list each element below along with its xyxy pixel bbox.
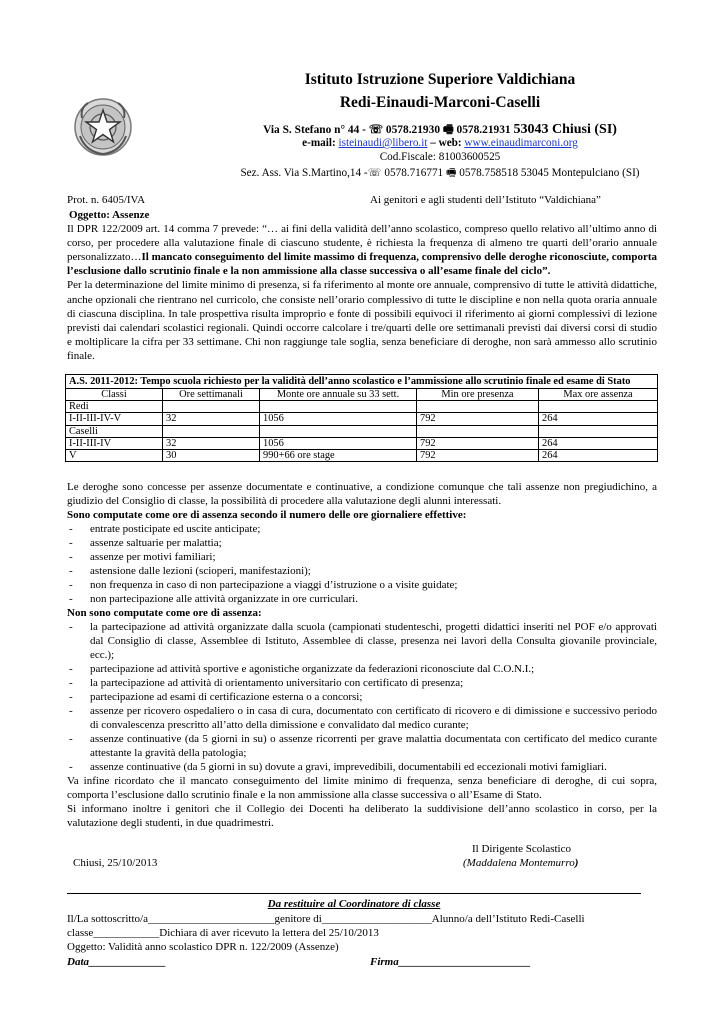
phone-number: 0578.21930 bbox=[385, 124, 441, 136]
table-row bbox=[66, 425, 658, 437]
return-slip-line2: classe____________Dichiara di aver ricevuto la lettera del 25/10/2013 bbox=[67, 927, 379, 939]
list-item: - assenze continuative (da 5 giorni in su) dovute a gravi, imprevedibili, documentabili ed eccezionali motivi famigliari. bbox=[67, 760, 657, 774]
list-item: - non frequenza in caso di non partecipazione a viaggi d’istruzione o a visite guidate; bbox=[67, 578, 657, 592]
table-cell bbox=[260, 401, 417, 413]
table-cell: 32 bbox=[163, 437, 260, 449]
table-title: A.S. 2011-2012: Tempo scuola richiesto per la validità dell’anno scolastico e l’ammissione allo scrutinio finale ed esame di Stato bbox=[66, 375, 658, 389]
web-label: – web: bbox=[430, 137, 462, 149]
recipients: Ai genitori e agli studenti dell’Istituto “Valdichiana” bbox=[370, 194, 601, 206]
paragraph-dpr bbox=[67, 222, 657, 278]
protocol-number: Prot. n. 6405/IVA bbox=[67, 194, 146, 206]
table-cell: 1056 bbox=[260, 437, 417, 449]
table-header: Ore settimanali bbox=[163, 389, 260, 401]
paragraph-determination: Per la determinazione del limite minimo di presenza, si fa riferimento al monte ore annuale, comprensivo di tutte le attività didattiche, anche opzionali che rientrano nel curricolo, che consiste nell’orario complessivo di tutte le discipline e non nella quota oraria annuale di ciascuna disciplina. In tale prospettiva risulta improprio e fonte di possibili equivoci il riferimento ai giorni complessivi di lezione previsti dai calendari scolastici regionali. Quindi occorre calcolare i tre/quarti delle ore settimanali previsti dai diversi corsi di studio e moltiplicare la cifra per 33 settimane. Chi non raggiunge tale soglia, senza beneficiare di deroghe, non sarà ammesso allo scrutinio finale. bbox=[67, 279, 657, 362]
table-header: Min ore presenza bbox=[417, 389, 539, 401]
table-row bbox=[66, 437, 658, 449]
date-label: Data bbox=[67, 956, 89, 968]
table-cell bbox=[163, 401, 260, 413]
italian-republic-emblem bbox=[72, 96, 134, 158]
signer-name bbox=[463, 857, 578, 869]
list-item: - partecipazione ad esami di certificazione esterna o a concorsi; bbox=[67, 690, 657, 704]
table-cell: 32 bbox=[163, 413, 260, 425]
not-computed-list bbox=[67, 620, 657, 774]
signature-blank[interactable]: ________________________ bbox=[398, 956, 531, 968]
list-item: - la partecipazione ad attività di orientamento universitario con certificato di presenza; bbox=[67, 676, 657, 690]
table-cell: 792 bbox=[417, 437, 539, 449]
dpr-quote: Il DPR 122/2009 art. 14 comma 7 prevede: “… ai fini della validità dell’anno scolastico, compreso quello relativo all’ultimo anno di corso, per procedere alla valutazione finale di ciascuno studente, è richiesta la frequenza di almeno tre quarti dell’orario annuale personalizzato… bbox=[67, 223, 657, 264]
list-item: - entrate posticipate ed uscite anticipate; bbox=[67, 522, 657, 536]
branch-line bbox=[160, 165, 720, 184]
table-cell: Redi bbox=[66, 401, 163, 413]
signer-name-text: (Maddalena Montemurro bbox=[463, 857, 575, 869]
list-item: - assenze continuative (da 5 giorni in su) o assenze ricorrenti per grave malattia documentata con certificato del medico curante attestante la gravità della patologia; bbox=[67, 732, 657, 760]
table-cell bbox=[539, 425, 658, 437]
phone-icon: ☏ bbox=[368, 124, 384, 136]
table-cell: Caselli bbox=[66, 425, 163, 437]
table-row bbox=[66, 401, 658, 413]
attendance-table bbox=[65, 374, 658, 462]
tax-code: Cod.Fiscale: 81003600525 bbox=[379, 151, 501, 163]
return-slip-title: Da restituire al Coordinatore di classe bbox=[267, 898, 441, 910]
table-cell: I-II-III-IV-V bbox=[66, 413, 163, 425]
place-date: Chiusi, 25/10/2013 bbox=[73, 857, 158, 869]
return-slip-line1: Il/La sottoscritto/a_______________________genitore di____________________Alunno/a dell’Istituto Redi-Caselli bbox=[67, 913, 585, 925]
table-cell: 264 bbox=[539, 450, 658, 462]
body-main bbox=[67, 480, 657, 830]
address-street: Via S. Stefano n° 44 - bbox=[263, 124, 366, 136]
fax-number: 0578.21931 bbox=[456, 124, 511, 136]
branch-fax: 0578.758518 53045 Montepulciano (SI) bbox=[459, 167, 640, 179]
divider bbox=[67, 893, 641, 894]
paragraph-derogations: Le deroghe sono concesse per assenze documentate e continuative, a condizione comunque che tali assenze non pregiudichino, a giudizio del Consiglio di classe, la possibilità di procedere alla valutazione degli alunni interessati. bbox=[67, 481, 657, 507]
city: 53043 Chiusi (SI) bbox=[513, 122, 617, 137]
table-cell: 264 bbox=[539, 413, 658, 425]
table-cell bbox=[417, 401, 539, 413]
table-cell bbox=[163, 425, 260, 437]
date-blank[interactable]: ______________ bbox=[89, 956, 166, 968]
email-link[interactable]: isteinaudi@libero.it bbox=[338, 137, 428, 149]
paragraph-reminder: Va infine ricordato che il mancato conseguimento del limite minimo di frequenza, senza beneficiare di deroghe, di cui sopra, comporta l’esclusione dallo scrutinio finale e la non ammissione alla classe successiva o all’Esame di Stato. bbox=[67, 775, 657, 801]
email-label: e-mail: bbox=[302, 137, 336, 149]
date-field bbox=[67, 956, 166, 968]
table-cell: 792 bbox=[417, 450, 539, 462]
signature-label: Firma bbox=[370, 956, 399, 968]
table-cell: I-II-III-IV bbox=[66, 437, 163, 449]
fax-icon: 🖷 bbox=[442, 124, 454, 136]
return-slip-line3: Oggetto: Validità anno scolastico DPR n. 122/2009 (Assenze) bbox=[67, 941, 339, 953]
signer-name-close: ) bbox=[574, 857, 579, 869]
table-cell: 792 bbox=[417, 413, 539, 425]
school-name: Redi-Einaudi-Marconi-Caselli bbox=[339, 94, 541, 111]
table-cell bbox=[260, 425, 417, 437]
fax-icon: 🖷 bbox=[445, 167, 457, 179]
table-header: Max ore assenza bbox=[539, 389, 658, 401]
branch-phone: 0578.716771 bbox=[384, 167, 444, 179]
computed-list bbox=[67, 522, 657, 606]
table-cell: 30 bbox=[163, 450, 260, 462]
list-item: - partecipazione ad attività sportive e agonistiche organizzate da federazioni riconosciute dal C.O.N.I.; bbox=[67, 662, 657, 676]
table-cell bbox=[417, 425, 539, 437]
table-cell: 990+66 ore stage bbox=[260, 450, 417, 462]
table-cell bbox=[539, 401, 658, 413]
list-item: - assenze saltuarie per malattia; bbox=[67, 536, 657, 550]
body-intro bbox=[67, 208, 657, 363]
signature-field bbox=[370, 956, 531, 968]
contact-line bbox=[160, 137, 720, 149]
phone-icon: ☏ bbox=[367, 167, 382, 179]
branch-address: Sez. Ass. Via S.Martino,14 - bbox=[240, 167, 368, 179]
not-computed-heading: Non sono computate come ore di assenza: bbox=[67, 607, 262, 619]
list-item: - assenze per motivi familiari; bbox=[67, 550, 657, 564]
table-header: Monte ore annuale su 33 sett. bbox=[260, 389, 417, 401]
list-item: - non partecipazione alle attività organizzate in ore curriculari. bbox=[67, 592, 657, 606]
table-header: Classi bbox=[66, 389, 163, 401]
dpr-quote-bold: Il mancato conseguimento del limite massimo di frequenza, comprensivo delle deroghe riconosciute, comporta l’esclusione dallo scrutinio finale e la non ammissione alla classe successiva o all’esame finale del ciclo”. bbox=[67, 251, 657, 278]
institute-name: Istituto Istruzione Superiore Valdichiana bbox=[304, 71, 576, 88]
paragraph-quadrimestri: Si informano inoltre i genitori che il Collegio dei Docenti ha deliberato la suddivisione dell’anno scolastico in corso, per la valutazione degli studenti, in due quadrimestri. bbox=[67, 803, 657, 829]
list-item: - assenze per ricovero ospedaliero o in casa di cura, documentato con certificato di ricovero e di dimissione e successivo periodo di convalescenza prescritto all’atto della dimissione e convalidato dal medico curante; bbox=[67, 704, 657, 732]
subject-line: Oggetto: Assenze bbox=[69, 209, 150, 221]
table-row bbox=[66, 450, 658, 462]
table-cell: 1056 bbox=[260, 413, 417, 425]
web-link[interactable]: www.einaudimarconi.org bbox=[464, 137, 578, 149]
table-row bbox=[66, 413, 658, 425]
computed-heading: Sono computate come ore di assenza secondo il numero delle ore giornaliere effettive: bbox=[67, 509, 467, 521]
table-cell: 264 bbox=[539, 437, 658, 449]
signer-title: Il Dirigente Scolastico bbox=[472, 843, 571, 855]
table-cell: V bbox=[66, 450, 163, 462]
list-item: - la partecipazione ad attività organizzate dalla scuola (campionati studenteschi, progetti didattici inseriti nel POF e/o approvati dal Consiglio di classe, Assemblee di Istituto, Assemblee di classe, presenza nei lavori della Consulta giovanile provinciale, ecc.); bbox=[67, 620, 657, 662]
list-item: - astensione dalle lezioni (scioperi, manifestazioni); bbox=[67, 564, 657, 578]
